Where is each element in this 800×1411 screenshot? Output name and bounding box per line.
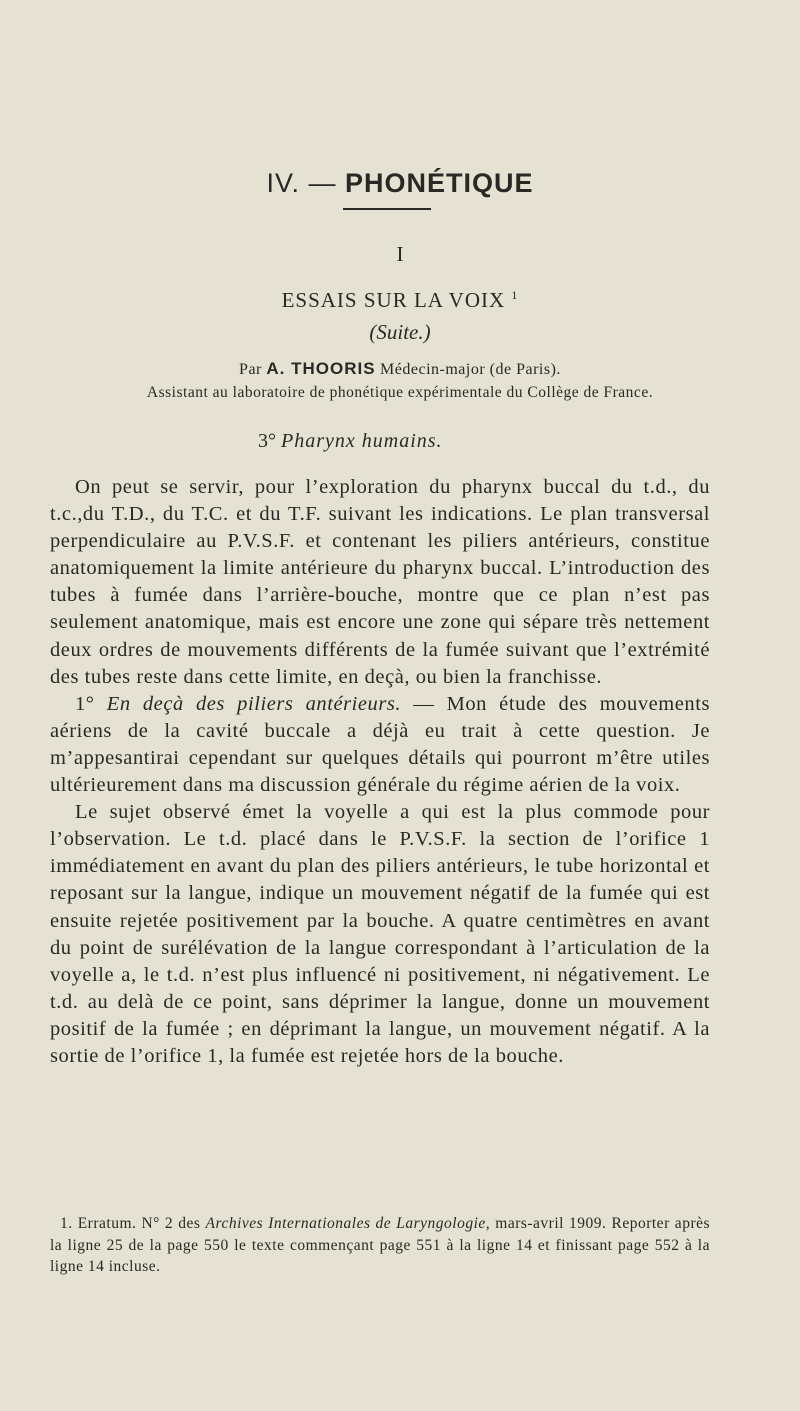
paragraph-text: On peut se servir, pour l’exploration du pharynx buccal du t.d., du t.c.,du T.D., du T.C. et du T.F. suivant les indications. Le plan transversal perpendiculaire au P.V.S.F. et contenant les piliers antérieurs, constitue anatomiquement la limite antérieure du pharynx buccal. L’introduction des tubes à fumée dans l’arrière-bouche, montre que ce plan n’est pas seulement anatomique, mais est encore une zone qui sépare très nettement deux ordres de mouvements différents de la fumée suivant que l’extrémité des tubes reste dans cette limite, en deçà, ou bien la franchisse. <box>50 476 710 688</box>
journal-name: Archives Internationales de Laryngologie, <box>205 1215 491 1232</box>
subsection-number: 1° <box>75 692 95 715</box>
title-rule <box>343 208 431 210</box>
chapter-number: IV. — <box>266 168 337 198</box>
paragraph <box>50 474 710 691</box>
author-name: A. THOORIS <box>266 359 376 378</box>
paragraph-text: — Mon étude des mouvements aériens de la cavité buccale a déjà eu trait à cette question. Je m’appesantirai cependant sur quelques détails qui pourront m’être utiles ultérieurement dans ma discussion générale du régime aérien de la voix. <box>50 692 710 797</box>
paragraph-text: Le sujet observé émet la voyelle a qui est la plus commode pour l’observation. Le t.d. placé dans le P.V.S.F. la section de l’orifice 1 immédiatement en avant du plan des piliers antérieurs, le tube horizontal et reposant sur la langue, indique un mouvement négatif de la fumée qui est ensuite rejetée positivement par la bouche. A quatre centimètres en avant du point de surélévation de la langue correspondant à l’articulation de la voyelle a, le t.d. n’est plus influencé ni positivement, ni négativement. Le t.d. au delà de ce point, sans déprimer la langue, donne un mouvement positif de la fumée ; en déprimant la langue, un mouvement négatif. A la sortie de l’orifice 1, la fumée est rejetée hors de la bouche. <box>50 801 710 1067</box>
article-title-text: ESSAIS SUR LA VOIX <box>281 288 506 312</box>
footnote-pre: Erratum. N° 2 des <box>77 1215 201 1232</box>
byline-prefix: Par <box>239 361 262 378</box>
paragraph <box>50 691 710 799</box>
byline <box>0 359 800 379</box>
footnote-number: 1. <box>60 1215 73 1232</box>
author-role: Médecin-major (de Paris). <box>380 361 561 378</box>
affiliation: Assistant au laboratoire de phonétique expérimentale du Collège de France. <box>146 384 654 401</box>
section-heading <box>258 430 443 453</box>
chapter-name: PHONÉTIQUE <box>345 168 534 198</box>
article-title <box>0 288 800 313</box>
footnote <box>50 1213 710 1278</box>
section-title: Pharynx humains. <box>281 430 443 452</box>
body-text <box>50 474 710 1070</box>
section-roman: I <box>396 242 404 266</box>
footnote-post: mars-avril 1909. Reporter après la ligne 25 de la page 550 le texte commençant page 551 à la ligne 14 et finissant page 552 à la ligne 14 incluse. <box>50 1215 711 1275</box>
article-subtitle: (Suite.) <box>369 320 431 344</box>
section-number: 3° <box>258 430 276 452</box>
footnote-marker[interactable]: 1 <box>511 288 519 302</box>
footnote-text <box>50 1213 710 1278</box>
chapter-title <box>0 168 800 199</box>
paragraph <box>50 799 710 1070</box>
subsection-heading: En deçà des piliers antérieurs. <box>106 692 402 715</box>
